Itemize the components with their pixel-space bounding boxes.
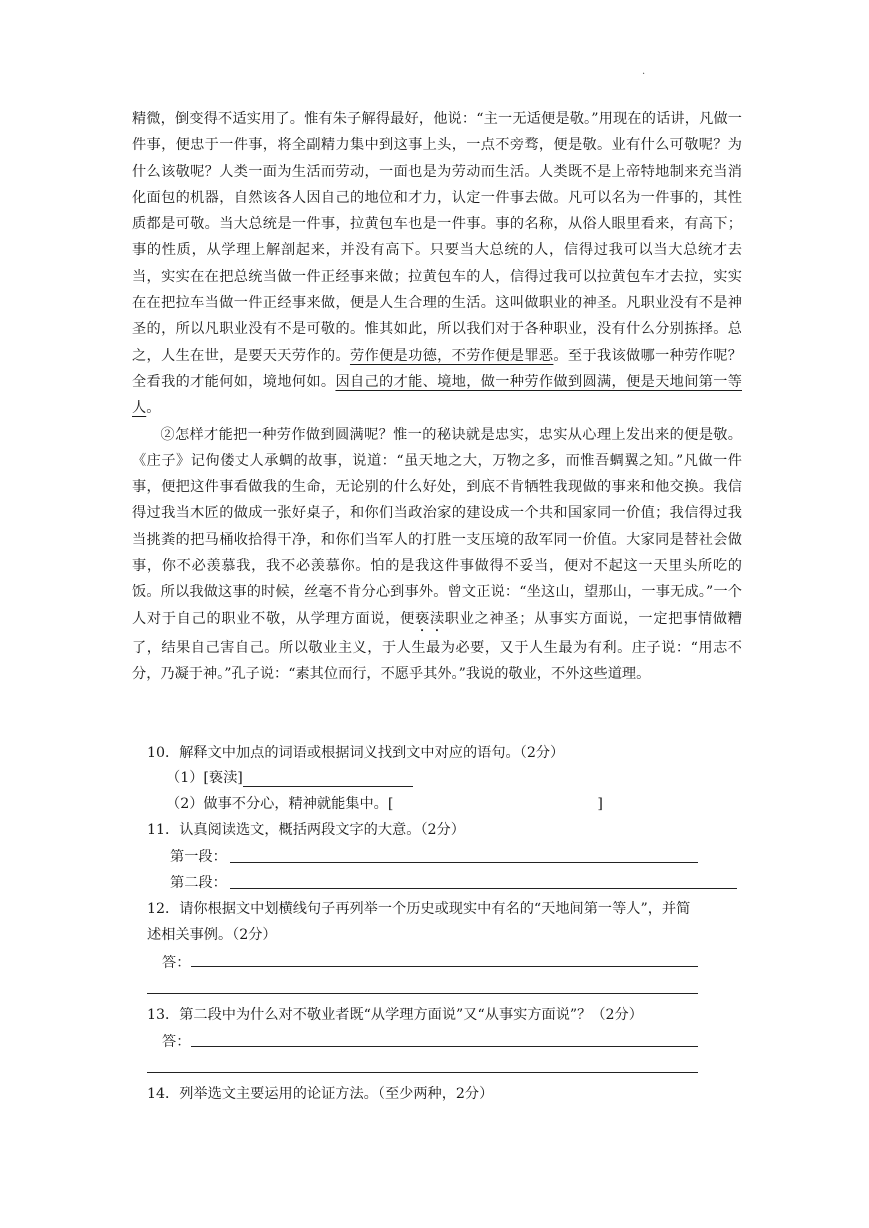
answer-line-13-1[interactable]	[191, 1046, 698, 1047]
answer-line-12-1[interactable]	[191, 966, 698, 967]
question-12-line-1: 12．请你根据文中划横线句子再列举一个历史或现实中有名的“天地间第一等人”，并简	[147, 901, 691, 917]
underlined-sentence-2: 因自己的才能、境地，做一种劳作做到圆满，便是天地间第一等人	[132, 373, 742, 417]
answer-line-12-2[interactable]	[147, 993, 698, 994]
question-12-answer-label: 答：	[162, 955, 191, 971]
page-marker: .	[642, 66, 646, 77]
question-11-2-label: 第二段：	[170, 875, 227, 891]
question-13-answer-label: 答：	[162, 1034, 191, 1050]
answer-line-13-2[interactable]	[147, 1072, 698, 1073]
answer-blank-10-1[interactable]	[243, 770, 413, 787]
answer-line-11-2[interactable]	[230, 888, 737, 889]
reading-passage	[132, 106, 742, 687]
question-14: 14．列举选文主要运用的论证方法。（至少两种，2分）	[147, 1086, 494, 1102]
paragraph-1: 精微，倒变得不适实用了。惟有朱子解得最好，他说：“主一无适便是敬。”用现在的话讲，凡做一件事，便忠于一件事，将全副精力集中到这事上头，一点不旁骛，便是敬。业有什么可敬呢？为什么该敬呢？人类一面为生活而劳动，一面也是为劳动而生活。人类既不是上帝特地制来充当消化面包的机器，自然该各人因自己的地位和才力，认定一件事去做。凡可以名为一件事的，其性质都是可敬。当大总统是一件事，拉黄包车也是一件事。事的名称，从俗人眼里看来，有高下；事的性质，从学理上解剖起来，并没有高下。只要当大总统的人，信得过我可以当大总统才去当，实实在在把总统当做一件正经事来做；拉黄包车的人，信得过我可以拉黄包车才去拉，实实在在把拉车当做一件正经事来做，便是人生合理的生活。这叫做职业的神圣。凡职业没有不是神圣的，所以凡职业没有不是可敬的。惟其如此，所以我们对于各种职业，没有什么分别拣择。总之，人生在世，是要天天劳作的。劳作便是功德，不劳作便是罪恶。至于我该做哪一种劳作呢？全看我的才能何如，境地何如。因自己的才能、境地，做一种劳作做到圆满，便是天地间第一等人。	[132, 111, 742, 417]
dotted-word: 亵渎	[415, 610, 445, 627]
question-11-1-label: 第一段：	[170, 849, 227, 865]
question-10-2: （2）做事不分心，精神就能集中。[ ]	[166, 796, 603, 812]
question-10-1: （1）[亵渎]	[166, 767, 413, 787]
question-12-line-2: 述相关事例。（2分）	[147, 927, 277, 943]
question-11: 11．认真阅读选文，概括两段文字的大意。（2分）	[147, 822, 465, 838]
answer-line-11-1[interactable]	[230, 862, 698, 863]
question-10: 10．解释文中加点的词语或根据词义找到文中对应的语句。（2分）	[147, 745, 565, 761]
paragraph-2: ②怎样才能把一种劳作做到圆满呢？惟一的秘诀就是忠实，忠实从心理上发出来的便是敬。《庄子》记佝偻丈人承蜩的故事，说道：“虽天地之大，万物之多，而惟吾蜩翼之知。”凡做一件事，便把这件事看做我的生命，无论别的什么好处，到底不肯牺牲我现做的事来和他交换。我信得过我当木匠的做成一张好桌子，和你们当政治家的建设成一个共和国家同一价值；我信得过我当挑粪的把马桶收拾得干净，和你们当军人的打胜一支压境的敌军同一价值。大家同是替社会做事，你不必羡慕我，我不必羡慕你。怕的是我这件事做得不妥当，便对不起这一天里头所吃的饭。所以我做这事的时候，丝毫不肯分心到事外。曾文正说：“坐这山，望那山，一事无成。”一个人对于自己的职业不敬，从学理方面说，便亵渎职业之神圣；从事实方面说，一定把事情做糟了，结果自己害自己。所以敬业主义，于人生最为必要，又于人生最为有利。庄子说：“用志不分，乃凝于神。”孔子说：“素其位而行，不愿乎其外。”我说的敬业，不外这些道理。	[132, 426, 742, 682]
underlined-sentence-1: 劳作便是功德，不劳作便是罪恶	[349, 347, 554, 364]
question-13: 13．第二段中为什么对不敬业者既“从学理方面说”又“从事实方面说”？（2分）	[147, 1007, 643, 1023]
